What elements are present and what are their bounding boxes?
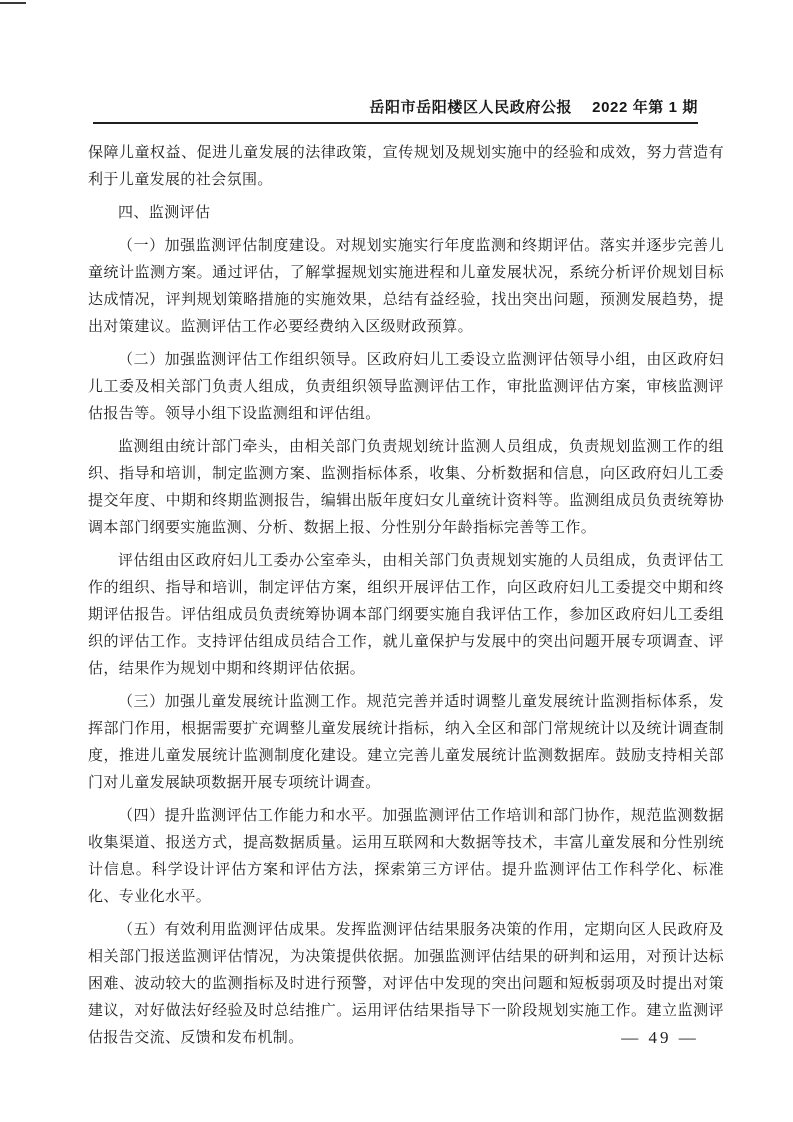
paragraph-monitoring-group: 监测组由统计部门牵头，由相关部门负责规划统计监测人员组成，负责规划监测工作的组织、指导和培训，制定监测方案、监测指标体系，收集、分析数据和信息，向区政府妇儿工委提交年度、中期和终期监测报告，编辑出版年度妇女儿童统计资料等。监测组成员负责统筹协调本部门纲要实施监测、分析、数据上报、分性别分年龄指标完善等工作。 [88,439,724,536]
paragraph-item-2: （二）加强监测评估工作组织领导。区政府妇儿工委设立监测评估领导小组，由区政府妇儿工委及相关部门负责人组成，负责组织领导监测评估工作，审批监测评估方案，审核监测评估报告等。领导小组下设监测组和评估组。 [88,352,724,422]
scan-artifact [0,2,26,4]
gazette-title: 岳阳市岳阳楼区人民政府公报 [369,99,573,116]
gazette-issue: 2022 年第 1 期 [592,99,698,116]
paragraph-item-5: （五）有效利用监测评估成果。发挥监测评估结果服务决策的作用，定期向区人民政府及相关部门报送监测评估情况，为决策提供依据。加强监测评估结果的研判和运用，对预计达标困难、波动较大的监测指标及时进行预警，对评估中发现的突出问题和短板弱项及时提出对策建议，对好做法好经验及时总结推广。运用评估结果指导下一阶段规划实施工作。建立监测评估报告交流、反馈和发布机制。 [88,922,724,1046]
page-footer [558,1028,762,1048]
paragraph-item-3: （三）加强儿童发展统计监测工作。规范完善并适时调整儿童发展统计监测指标体系，发挥部门作用，根据需要扩充调整儿童发展统计指标，纳入全区和部门常规统计以及统计调查制度，推进儿童发展统计监测制度化建设。建立完善儿童发展统计监测数据库。鼓励支持相关部门对儿童发展缺项数据开展专项统计调查。 [88,694,724,791]
paragraph-item-4: （四）提升监测评估工作能力和水平。加强监测评估工作培训和部门协作，规范监测数据收集渠道、报送方式，提高数据质量。运用互联网和大数据等技术，丰富儿童发展和分性别统计信息。科学设计评估方案和评估方法，探索第三方评估。提升监测评估工作科学化、标准化、专业化水平。 [88,808,724,905]
paragraph-item-1: （一）加强监测评估制度建设。对规划实施实行年度监测和终期评估。落实并逐步完善儿童统计监测方案。通过评估，了解掌握规划实施进程和儿童发展状况，系统分析评价规划目标达成情况，评判规划策略措施的实施效果，总结有益经验，找出突出问题，预测发展趋势，提出对策建议。监测评估工作必要经费纳入区级财政预算。 [88,238,724,335]
document-body [88,140,724,1052]
section-heading: 四、监测评估 [118,205,211,221]
page-header [93,96,698,124]
page-number: — 49 — [621,1028,699,1047]
paragraph-continuation: 保障儿童权益、促进儿童发展的法律政策，宣传规划及规划实施中的经验和成效，努力营造有利于儿童发展的社会氛围。 [88,145,724,188]
paragraph-evaluation-group: 评估组由区政府妇儿工委办公室牵头，由相关部门负责规划实施的人员组成，负责评估工作的组织、指导和培训，制定评估方案，组织开展评估工作，向区政府妇儿工委提交中期和终期评估报告。评估组成员负责统筹协调本部门纲要实施自我评估工作，参加区政府妇儿工委组织的评估工作。支持评估组成员结合工作，就儿童保护与发展中的突出问题开展专项调查、评估，结果作为规划中期和终期评估依据。 [88,553,724,677]
